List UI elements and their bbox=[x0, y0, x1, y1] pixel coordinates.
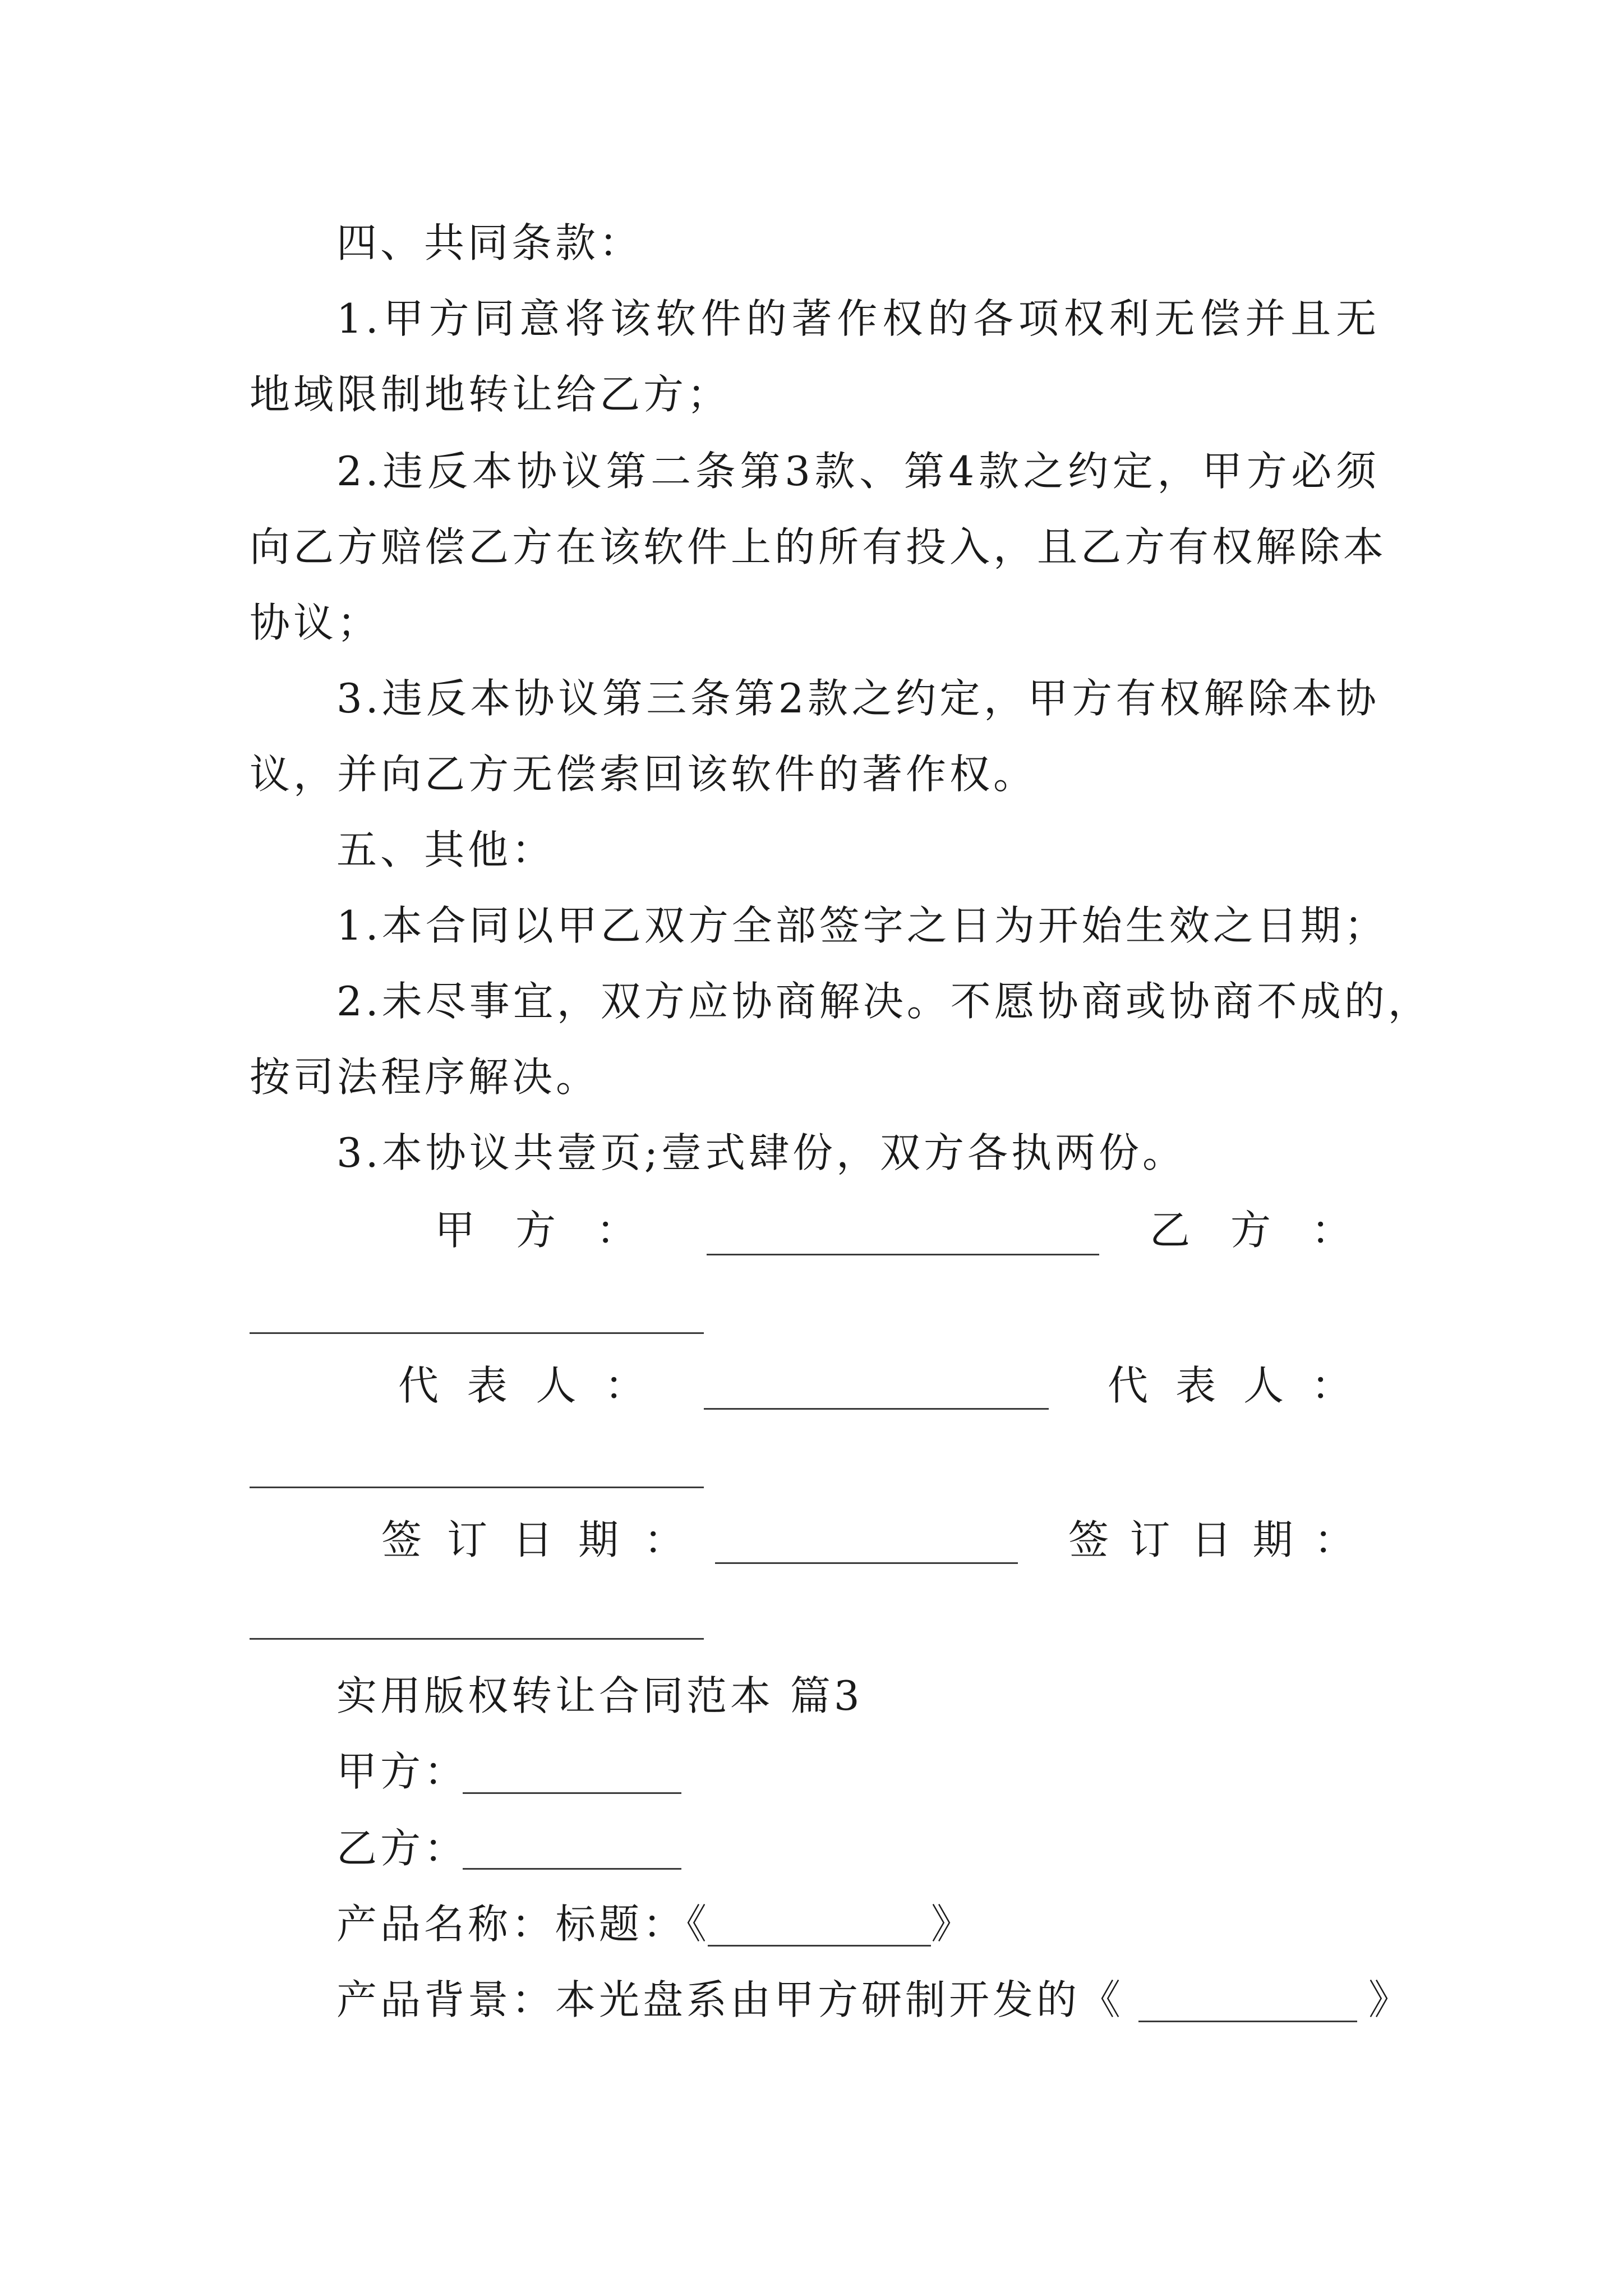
party-b-label: 乙方： bbox=[1150, 1207, 1352, 1254]
section4-item1-line1: 1.甲方同意将该软件的著作权的各项权利无偿并且无 bbox=[336, 295, 1380, 342]
date-a-label: 签订日期： bbox=[381, 1516, 684, 1563]
rep-b-blank bbox=[250, 1487, 704, 1488]
date-a-blank bbox=[715, 1562, 1018, 1564]
product-bg-suffix: 》 bbox=[1368, 1976, 1413, 2023]
party-a-blank bbox=[707, 1254, 1099, 1255]
date-b-blank bbox=[250, 1638, 704, 1640]
product-name-prefix: 产品名称：标题：《 bbox=[336, 1901, 711, 1948]
rep-b-label: 代表人： bbox=[1108, 1362, 1352, 1409]
section5-item2-line2: 按司法程序解决。 bbox=[250, 1053, 600, 1101]
section5-item1: 1.本合同以甲乙双方全部签字之日为开始生效之日期； bbox=[336, 902, 1388, 949]
contract3-party-a: 甲方： bbox=[336, 1748, 468, 1795]
rep-a-label: 代表人： bbox=[398, 1362, 645, 1409]
contract3-party-b: 乙方： bbox=[336, 1825, 468, 1872]
section5-heading: 五、其他： bbox=[336, 826, 556, 873]
section4-heading: 四、共同条款： bbox=[336, 219, 643, 266]
rep-a-blank bbox=[704, 1408, 1049, 1410]
section4-item3-line2: 议，并向乙方无偿索回该软件的著作权。 bbox=[250, 751, 1038, 798]
section5-item3: 3.本协议共壹页;壹式肆份，双方各执两份。 bbox=[336, 1129, 1186, 1176]
section4-item1-line2: 地域限制地转让给乙方； bbox=[250, 371, 731, 418]
date-b-label: 签订日期： bbox=[1068, 1516, 1354, 1563]
party-b-blank bbox=[250, 1332, 704, 1334]
contract3-party-b-blank bbox=[463, 1868, 681, 1870]
product-bg-prefix: 产品背景：本光盘系由甲方研制开发的《 bbox=[336, 1976, 1124, 2023]
section4-item2-line3: 协议； bbox=[250, 599, 381, 646]
section4-item3-line1: 3.违反本协议第三条第2款之约定，甲方有权解除本协 bbox=[336, 675, 1380, 722]
party-a-label: 甲方： bbox=[435, 1207, 637, 1254]
section4-item2-line2: 向乙方赔偿乙方在该软件上的所有投入，且乙方有权解除本 bbox=[250, 523, 1387, 570]
contract3-party-a-blank bbox=[463, 1792, 681, 1794]
section5-item2-line1: 2.未尽事宜，双方应协商解决。不愿协商或协商不成的， bbox=[336, 978, 1432, 1025]
product-name-suffix: 》 bbox=[931, 1901, 975, 1948]
product-bg-blank bbox=[1138, 2021, 1357, 2022]
section4-item2-line1: 2.违反本协议第二条第3款、第4款之约定，甲方必须 bbox=[336, 448, 1380, 495]
product-name-blank bbox=[708, 1945, 931, 1947]
contract3-title: 实用版权转让合同范本 篇3 bbox=[336, 1672, 863, 1719]
